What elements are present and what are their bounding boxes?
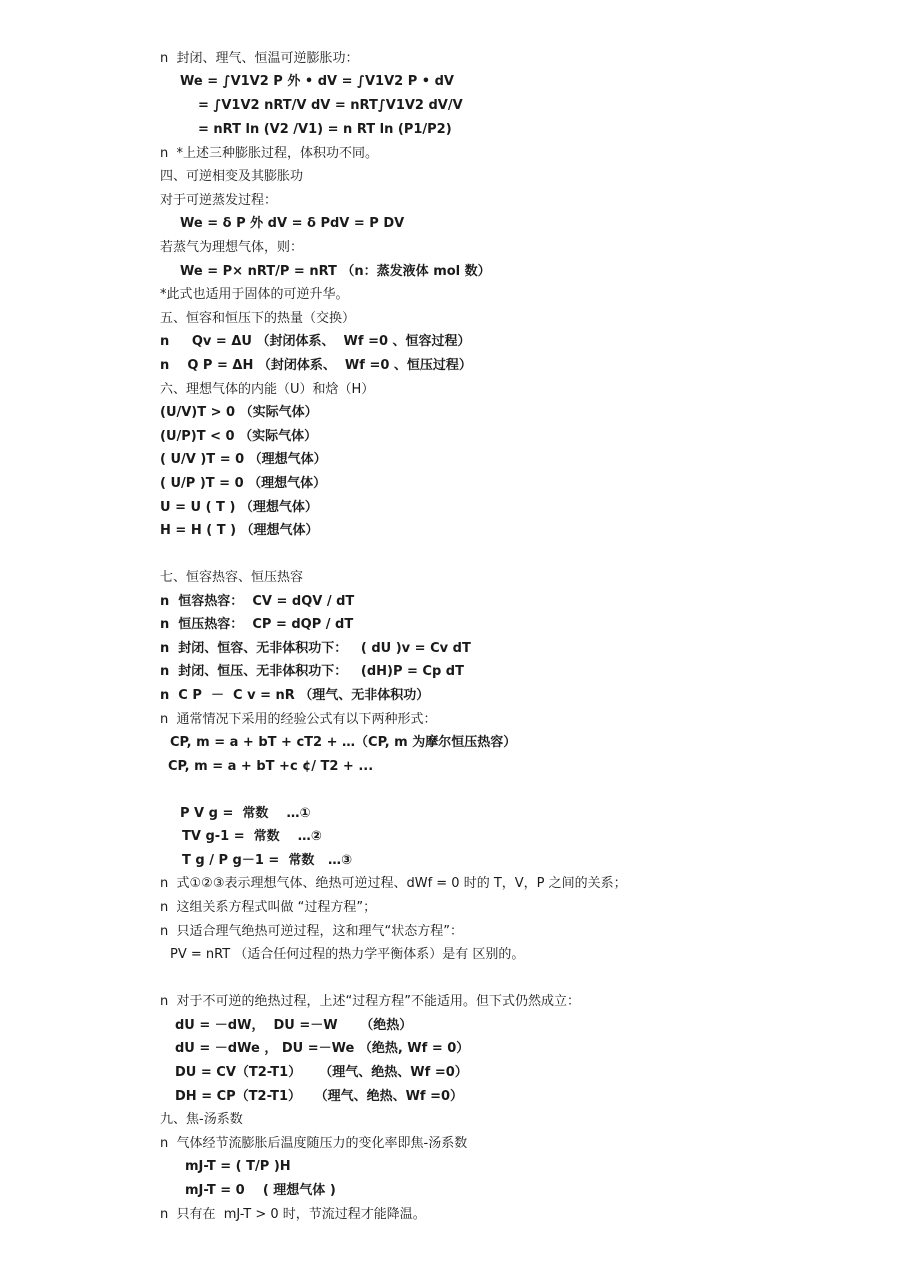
text-line: n 气体经节流膨胀后温度随压力的变化率即焦-汤系数 xyxy=(160,1136,468,1151)
formula-line: DH = CP（T2-T1） （理气、绝热、Wf =0） xyxy=(175,1089,464,1104)
formula-line: dU = －dW， DU =－W （绝热） xyxy=(175,1018,413,1033)
formula-line: (U/V)T > 0 （实际气体） xyxy=(160,405,318,420)
text-line: n 封闭、理气、恒温可逆膨胀功： xyxy=(160,51,359,66)
text-line: n 式①②③表示理想气体、绝热可逆过程、dWf = 0 时的 T，V，P 之间的关系； xyxy=(160,876,627,891)
formula-line: mJ-T = ( T/P )H xyxy=(185,1159,291,1174)
text-line: 若蒸气为理想气体，则： xyxy=(160,240,304,255)
formula-line: dU = －dWe ， DU =－We （绝热, Wf = 0） xyxy=(175,1041,470,1056)
text-line: *此式也适用于固体的可逆升华。 xyxy=(160,287,349,302)
formula-line: n Qv = ΔU （封闭体系、 Wf =0 、恒容过程） xyxy=(160,334,471,349)
text-line: n 只有在 mJ-T > 0 时，节流过程才能降温。 xyxy=(160,1207,426,1222)
formula-line: (U/P)T < 0 （实际气体） xyxy=(160,429,318,444)
section-heading: 五、恒容和恒压下的热量（交换） xyxy=(160,311,356,326)
text-line: n 通常情况下采用的经验公式有以下两种形式： xyxy=(160,712,437,727)
section-heading: 四、可逆相变及其膨胀功 xyxy=(160,169,304,184)
formula-line: ( U/P )T = 0 （理想气体） xyxy=(160,476,327,491)
formula-line: n 恒压热容： CP = dQP / dT xyxy=(160,617,354,632)
text-line: n *上述三种膨胀过程，体积功不同。 xyxy=(160,146,379,161)
formula-line: CP, m = a + bT + cT2 + …（CP, m 为摩尔恒压热容） xyxy=(170,735,517,750)
text-line: PV = nRT （适合任何过程的热力学平衡体系）是有 区别的。 xyxy=(170,947,525,962)
formula-line: U = U ( T ) （理想气体） xyxy=(160,500,318,515)
formula-line: T g / P g－1 = 常数 …③ xyxy=(182,853,352,868)
formula-line: We = P× nRT/P = nRT （n：蒸发液体 mol 数） xyxy=(180,264,491,279)
formula-line: TV g-1 = 常数 …② xyxy=(182,829,322,844)
text-line: n 只适合理气绝热可逆过程，这和理气“状态方程”： xyxy=(160,924,463,939)
text-line: n 这组关系方程式叫做 “过程方程”； xyxy=(160,900,377,915)
formula-line: n C P － C v = nR （理气、无非体积功） xyxy=(160,688,430,703)
formula-line: = ∫V1V2 nRT/V dV = nRT∫V1V2 dV/V xyxy=(198,98,463,113)
formula-line: DU = CV（T2-T1） （理气、绝热、Wf =0） xyxy=(175,1065,468,1080)
formula-line: CP, m = a + bT +c ¢/ T2 + ... xyxy=(168,759,374,774)
formula-line: P V g = 常数 …① xyxy=(180,806,311,821)
formula-line: n 封闭、恒压、无非体积功下： (dH)P = Cp dT xyxy=(160,664,464,679)
formula-line: ( U/V )T = 0 （理想气体） xyxy=(160,452,327,467)
section-heading: 七、恒容热容、恒压热容 xyxy=(160,570,304,585)
formula-line: We = δ P 外 dV = δ PdV = P DV xyxy=(180,216,405,231)
formula-line: n Q P = ΔH （封闭体系、 Wf =0 、恒压过程） xyxy=(160,358,472,373)
formula-line: = nRT ln (V2 /V1) = n RT ln (P1/P2) xyxy=(198,122,452,137)
formula-line: n 封闭、恒容、无非体积功下： ( dU )v = Cv dT xyxy=(160,641,471,656)
section-heading: 九、焦-汤系数 xyxy=(160,1112,243,1127)
formula-line: We = ∫V1V2 P 外 • dV = ∫V1V2 P • dV xyxy=(180,74,454,89)
formula-line: H = H ( T ) （理想气体） xyxy=(160,523,319,538)
section-heading: 六、理想气体的内能（U）和焓（H） xyxy=(160,382,375,397)
text-line: 对于可逆蒸发过程： xyxy=(160,193,278,208)
formula-line: n 恒容热容： CV = dQV / dT xyxy=(160,594,355,609)
formula-line: mJ-T = 0 ( 理想气体 ) xyxy=(185,1183,336,1198)
text-line: n 对于不可逆的绝热过程，上述“过程方程”不能适用。但下式仍然成立： xyxy=(160,994,580,1009)
